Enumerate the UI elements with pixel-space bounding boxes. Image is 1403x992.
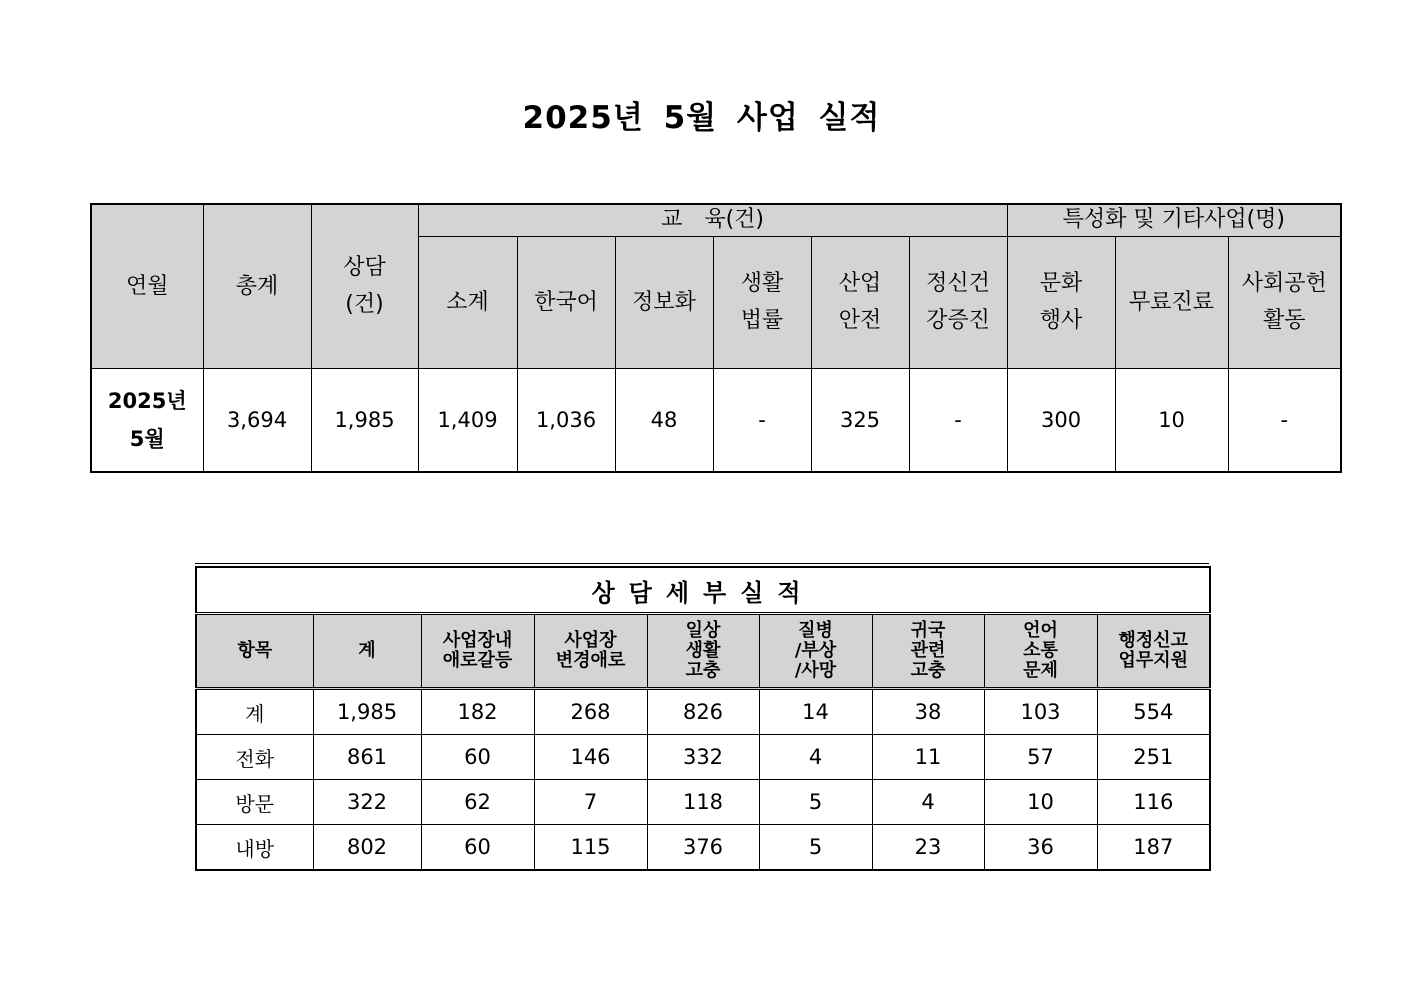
cell-life-law: - [713, 368, 811, 472]
table-cell: 268 [534, 689, 647, 735]
header-it: 정보화 [615, 236, 713, 368]
header-workplace-change: 사업장 변경애로 [534, 614, 647, 689]
header-korean: 한국어 [517, 236, 615, 368]
header-sum: 계 [313, 614, 421, 689]
table-cell: 322 [313, 780, 421, 825]
table-row [91, 368, 1341, 472]
counsel-detail-table [195, 566, 1211, 871]
business-results-table [90, 203, 1342, 473]
table-row [196, 825, 1210, 871]
detail-header-row [196, 614, 1210, 689]
header-industrial-safety: 산업 안전 [811, 236, 909, 368]
header-workplace-conflict: 사업장내 애로갈등 [421, 614, 534, 689]
cell-mental-health: - [909, 368, 1007, 472]
header-counsel: 상담 (건) [311, 204, 418, 368]
table-cell: 802 [313, 825, 421, 871]
table-cell: 4 [872, 780, 984, 825]
cell-it: 48 [615, 368, 713, 472]
table-cell: 7 [534, 780, 647, 825]
header-return-home: 귀국 관련 고충 [872, 614, 984, 689]
header-subtotal: 소계 [418, 236, 517, 368]
page-title: 2025년 5월 사업 실적 [522, 100, 881, 136]
cell-free-medical: 10 [1115, 368, 1228, 472]
table-cell: 60 [421, 825, 534, 871]
header-language: 언어 소통 문제 [984, 614, 1097, 689]
table-cell: 60 [421, 735, 534, 780]
table-cell: 62 [421, 780, 534, 825]
cell-culture: 300 [1007, 368, 1115, 472]
table-cell: 826 [647, 689, 759, 735]
header-culture: 문화 행사 [1007, 236, 1115, 368]
table-cell: 14 [759, 689, 872, 735]
header-special-group: 특성화 및 기타사업(명) [1007, 204, 1341, 236]
table-cell: 36 [984, 825, 1097, 871]
table-cell: 11 [872, 735, 984, 780]
table-cell: 38 [872, 689, 984, 735]
header-education-group: 교 육(건) [418, 204, 1007, 236]
table-cell: 251 [1097, 735, 1210, 780]
table-cell: 57 [984, 735, 1097, 780]
header-free-medical: 무료진료 [1115, 236, 1228, 368]
table-cell: 182 [421, 689, 534, 735]
table-cell: 187 [1097, 825, 1210, 871]
cell-year-month: 2025년 5월 [91, 368, 203, 472]
table-row [196, 735, 1210, 780]
table-cell: 146 [534, 735, 647, 780]
header-item: 항목 [196, 614, 313, 689]
cell-total: 3,694 [203, 368, 311, 472]
table-row [196, 689, 1210, 735]
row-label: 방문 [196, 780, 313, 825]
cell-industrial-safety: 325 [811, 368, 909, 472]
row-label: 전화 [196, 735, 313, 780]
header-daily-life: 일상 생활 고충 [647, 614, 759, 689]
table-row [196, 780, 1210, 825]
cell-subtotal: 1,409 [418, 368, 517, 472]
header-social-contribution: 사회공헌 활동 [1228, 236, 1341, 368]
table-cell: 103 [984, 689, 1097, 735]
row-label: 계 [196, 689, 313, 735]
header-year-month: 연월 [91, 204, 203, 368]
table-cell: 115 [534, 825, 647, 871]
table-cell: 376 [647, 825, 759, 871]
table-cell: 118 [647, 780, 759, 825]
header-admin-support: 행정신고 업무지원 [1097, 614, 1210, 689]
table-cell: 10 [984, 780, 1097, 825]
header-life-law: 생활 법률 [713, 236, 811, 368]
table-cell: 23 [872, 825, 984, 871]
header-illness-injury-death: 질병 /부상 /사망 [759, 614, 872, 689]
cell-korean: 1,036 [517, 368, 615, 472]
table-cell: 554 [1097, 689, 1210, 735]
divider [195, 563, 1209, 564]
table-cell: 1,985 [313, 689, 421, 735]
header-total: 총계 [203, 204, 311, 368]
header-mental-health: 정신건 강증진 [909, 236, 1007, 368]
detail-table-caption: 상담세부실적 [196, 567, 1210, 614]
table-cell: 116 [1097, 780, 1210, 825]
cell-counsel: 1,985 [311, 368, 418, 472]
table-cell: 4 [759, 735, 872, 780]
row-label: 내방 [196, 825, 313, 871]
cell-social-contribution: - [1228, 368, 1341, 472]
table-cell: 861 [313, 735, 421, 780]
table-cell: 5 [759, 780, 872, 825]
table-cell: 332 [647, 735, 759, 780]
table-cell: 5 [759, 825, 872, 871]
